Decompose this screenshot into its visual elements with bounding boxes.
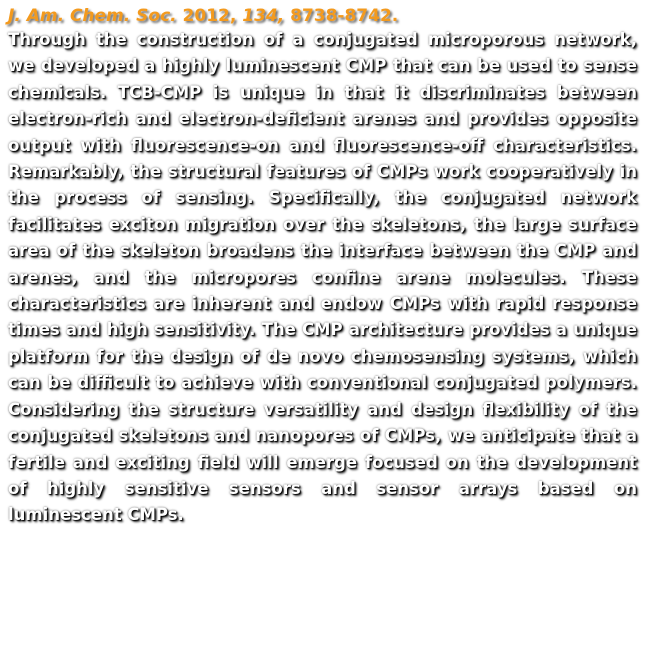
citation-pages: 8738-8742. bbox=[290, 6, 399, 26]
citation-line bbox=[8, 6, 637, 27]
citation-journal: J. Am. Chem. Soc. bbox=[8, 6, 177, 26]
abstract-paragraph: Through the construction of a conjugated microporous network, we developed a highly luminescent CMP that can be used to sense chemicals. TCB-CMP is unique in that it discriminates between electron-rich and electron-deficient arenes and provides opposite output with fluorescence-on and fluorescence-off characteristics. Remarkably, the structural features of CMPs work cooperatively in the process of sensing. Specifically, the conjugated network facilitates exciton migration over the skeletons, the large surface area of the skeleton broadens the interface between the CMP and arenes, and the micropores confine arene molecules. These characteristics are inherent and endow CMPs with rapid response times and high sensitivity. The CMP architecture provides a unique platform for the design of de novo chemosensing systems, which can be difficult to achieve with conventional conjugated polymers. Considering the structure versatility and design flexibility of the conjugated skeletons and nanopores of CMPs, we anticipate that a fertile and exciting field will emerge focused on the development of highly sensitive sensors and sensor arrays based on luminescent CMPs. bbox=[8, 30, 637, 525]
citation-year: 2012, bbox=[182, 6, 237, 26]
citation-volume: 134, bbox=[242, 6, 285, 26]
